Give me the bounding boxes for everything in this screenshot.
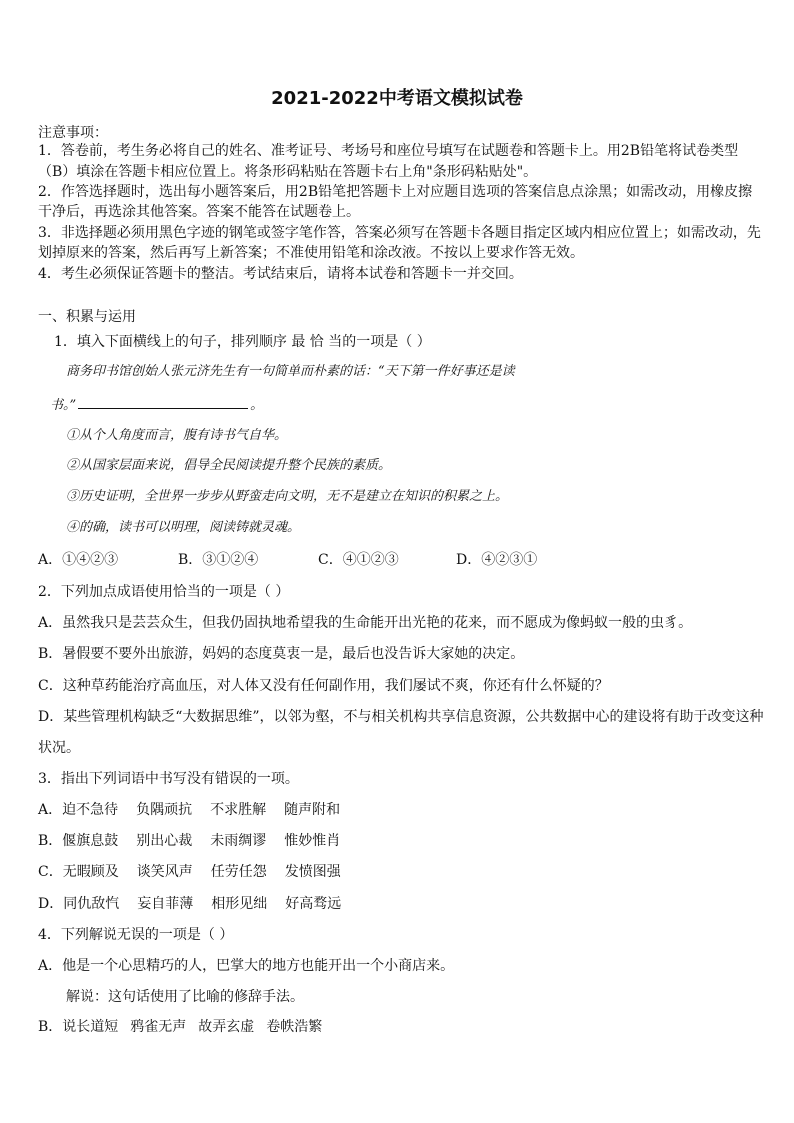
q1-options <box>38 551 537 569</box>
q2-option-c: C．这种草药能治疗高血压，对人体又没有任何副作用，我们屡试不爽，你还有什么怀疑的？ <box>38 678 609 694</box>
q3-option-d <box>38 895 359 913</box>
notice-line-5: 3．非选择题必须用黑色字迹的钢笔或签字笔作答，答案必须写在答题卡各题目指定区域内相应位置上；如需改动，先 <box>38 225 761 241</box>
q3-word: 未雨绸谬 <box>210 833 267 849</box>
q2-option-d-cont: 状况。 <box>38 740 80 756</box>
section-heading: 一、积累与运用 <box>38 309 136 325</box>
q2-option-d: D．某些管理机构缺乏“大数据思维”，以邻为壑，不与相关机构共享信息资源，公共数据中心的建设将有助于改变这种 <box>38 709 764 725</box>
q1-passage-line-2 <box>50 395 263 415</box>
q4-option-a-note: 解说：这句话使用了比喻的修辞手法。 <box>66 989 304 1005</box>
q4-option-a: A．他是一个心思精巧的人，巴掌大的地方也能开出一个小商店来。 <box>38 958 455 974</box>
q3-word: 不求胜解 <box>210 802 267 818</box>
q3-word: 偃旗息鼓 <box>62 833 119 849</box>
q4-word: 故弄玄虚 <box>198 1019 255 1035</box>
q1-option-b: B．③①②④ <box>178 552 259 568</box>
q3-option-label: A． <box>38 802 63 818</box>
q1-item-4: ④的确，读书可以明理，阅读铸就灵魂。 <box>66 520 301 535</box>
q1-item-1: ①从个人角度而言，腹有诗书气自华。 <box>66 428 288 443</box>
q3-word: 惟妙惟肖 <box>284 833 341 849</box>
q2-stem: 2．下列加点成语使用恰当的一项是（ ） <box>38 584 290 600</box>
q3-option-label: C． <box>38 864 63 880</box>
q3-option-label: D． <box>38 896 64 912</box>
q3-word: 随声附和 <box>284 802 341 818</box>
notice-line-1: 1．答卷前，考生务必将自己的姓名、准考证号、考场号和座位号填写在试题卷和答题卡上。用2B铅笔将试卷类型 <box>38 143 739 159</box>
q3-option-b <box>38 832 358 850</box>
q2-option-a: A．虽然我只是芸芸众生，但我仍固执地希望我的生命能开出光艳的花来，而不愿成为像蚂蚁一般的虫豸。 <box>38 615 693 631</box>
notice-line-7: 4．考生必须保证答题卡的整洁。考试结束后，请将本试卷和答题卡一并交回。 <box>38 266 523 282</box>
q3-word: 发愤图强 <box>284 864 341 880</box>
exam-title: 2021-2022中考语文模拟试卷 <box>271 88 523 109</box>
q4-option-b <box>38 1018 334 1036</box>
q1-item-3: ③历史证明，全世界一步步从野蛮走向文明，无不是建立在知识的积累之上。 <box>66 489 509 504</box>
notice-line-2: （B）填涂在答题卡相应位置上。将条形码粘贴在答题卡右上角"条形码粘贴处"。 <box>38 164 538 180</box>
notice-line-3: 2．作答选择题时，选出每小题答案后，用2B铅笔把答题卡上对应题目选项的答案信息点涂黑；如需改动，用橡皮擦 <box>38 184 753 200</box>
q3-word: 迫不急待 <box>62 802 119 818</box>
q4-word: 卷帙浩繁 <box>266 1019 323 1035</box>
q3-word: 同仇敌忾 <box>63 896 120 912</box>
q1-option-c: C．④①②③ <box>318 552 399 568</box>
q3-option-a <box>38 801 358 819</box>
q3-word: 好高骛远 <box>285 896 342 912</box>
q3-word: 妄自菲薄 <box>137 896 194 912</box>
q3-option-label: B． <box>38 833 63 849</box>
notice-heading: 注意事项： <box>38 125 108 141</box>
q4-word: 说长道短 <box>62 1019 119 1035</box>
q4-word: 鸦雀无声 <box>130 1019 187 1035</box>
q3-option-c <box>38 863 359 881</box>
q3-word: 任劳任怨 <box>210 864 267 880</box>
q1-passage-line-1: 商务印书馆创始人张元济先生有一句简单而朴素的话：“天下第一件好事还是读 <box>66 364 515 379</box>
q1-passage-start: 书。” <box>50 398 77 413</box>
q4-stem: 4．下列解说无误的一项是（ ） <box>38 927 234 943</box>
q1-option-a: A．①④②③ <box>38 552 119 568</box>
q1-stem: 1．填入下面横线上的句子，排列顺序 最 恰 当的一项是（ ） <box>54 334 431 350</box>
answer-blank <box>78 395 248 409</box>
q4-option-label: B． <box>38 1019 63 1035</box>
q3-word: 谈笑风声 <box>136 864 193 880</box>
q3-word: 负隅顽抗 <box>136 802 193 818</box>
q1-item-2: ②从国家层面来说，倡导全民阅读提升整个民族的素质。 <box>66 458 392 473</box>
notice-line-6: 划掉原来的答案，然后再写上新答案；不准使用铅笔和涂改液。不按以上要求作答无效。 <box>38 245 584 261</box>
notice-line-4: 干净后，再选涂其他答案。答案不能答在试题卷上。 <box>38 204 360 220</box>
q3-word: 相形见绌 <box>211 896 268 912</box>
q3-word: 别出心裁 <box>136 833 193 849</box>
q1-option-d: D．④②③① <box>456 552 538 568</box>
q1-passage-end: 。 <box>250 398 264 413</box>
q2-option-b: B．暑假要不要外出旅游，妈妈的态度莫衷一是，最后也没告诉大家她的决定。 <box>38 646 525 662</box>
q3-stem: 3．指出下列词语中书写没有错误的一项。 <box>38 771 299 787</box>
q3-word: 无暇顾及 <box>62 864 119 880</box>
